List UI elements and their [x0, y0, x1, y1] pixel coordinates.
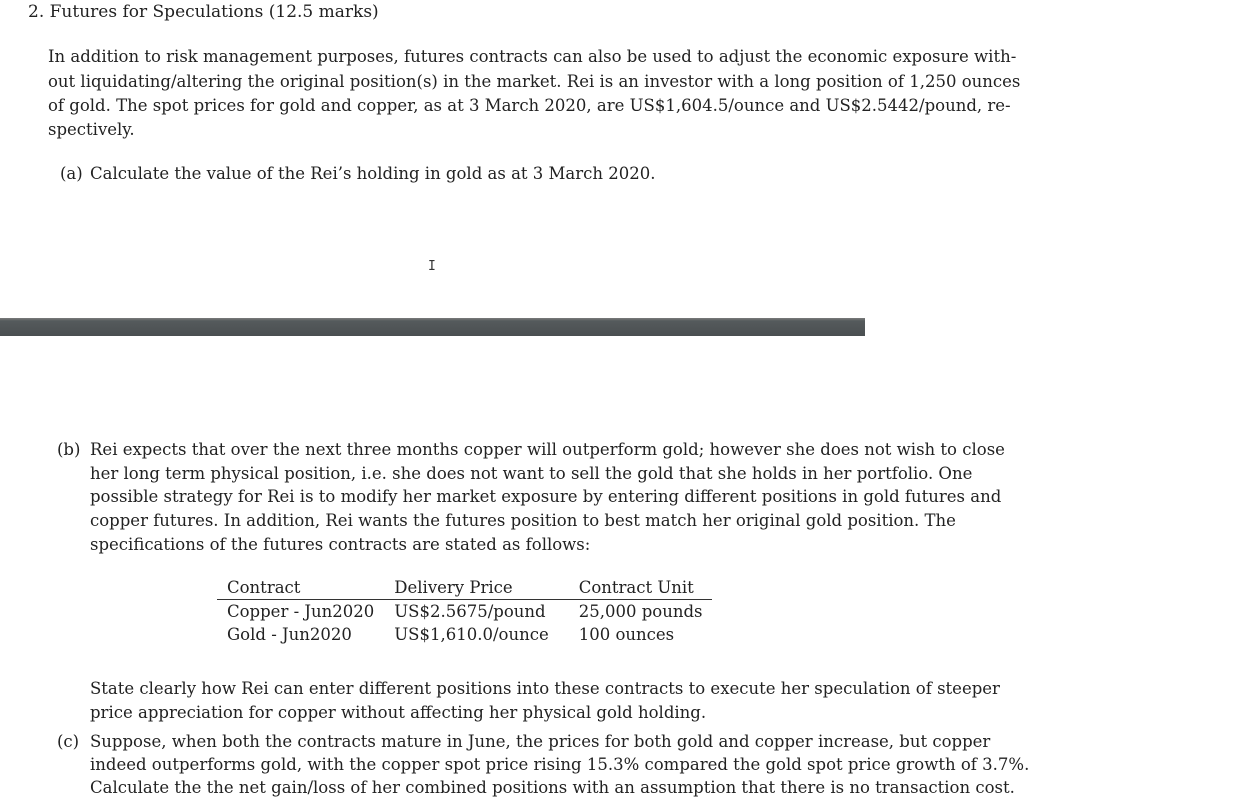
intro-line-1: In addition to risk management purposes, futures contracts can also be used to adjust the economic exposure with- — [48, 47, 1017, 66]
part-c-label: (c) — [57, 732, 80, 751]
header-contract-unit: Contract Unit — [559, 576, 713, 600]
cell-delivery-price: US$2.5675/pound — [394, 602, 546, 621]
part-b-line-3: possible strategy for Rei is to modify her market exposure by entering different positions in gold futures and — [90, 487, 1002, 506]
header-delivery-price: Delivery Price — [384, 576, 558, 600]
cell-contract: Gold - Jun2020 — [227, 625, 352, 644]
table-row — [217, 623, 712, 646]
part-c-line-2: indeed outperforms gold, with the copper spot price rising 15.3% compared the gold spot price growth of 3.7%. — [90, 755, 1030, 774]
part-c-line-1: Suppose, when both the contracts mature in June, the prices for both gold and copper increase, but copper — [90, 732, 991, 751]
part-c-line-3: Calculate the the net gain/loss of her combined positions with an assumption that there is no transaction cost. — [90, 778, 1015, 797]
table-row — [217, 600, 712, 624]
cell-contract-unit: 25,000 pounds — [578, 602, 703, 621]
part-b-followup-line-2: price appreciation for copper without affecting her physical gold holding. — [90, 703, 707, 722]
intro-line-2: out liquidating/altering the original position(s) in the market. Rei is an investor with a long position of 1,250 ounces — [48, 72, 1021, 91]
question-number: 2. — [28, 2, 45, 22]
question-heading — [28, 1, 379, 23]
futures-spec-table — [217, 576, 712, 646]
part-b-followup-line-1: State clearly how Rei can enter different positions into these contracts to execute her speculation of steeper — [90, 679, 1000, 698]
part-b-line-4: copper futures. In addition, Rei wants the futures position to best match her original gold position. The — [90, 511, 956, 530]
table-header-row — [217, 576, 712, 600]
cell-delivery-price: US$1,610.0/ounce — [394, 625, 549, 644]
header-contract: Contract — [217, 576, 384, 600]
intro-line-4: spectively. — [48, 120, 135, 139]
cell-contract: Copper - Jun2020 — [227, 602, 375, 621]
text-cursor-icon: I — [428, 259, 436, 274]
part-b-label: (b) — [57, 440, 81, 459]
part-b-line-2: her long term physical position, i.e. she does not want to sell the gold that she holds in her portfolio. One — [90, 464, 973, 483]
page-divider — [0, 318, 865, 336]
part-a-label: (a) — [60, 164, 83, 183]
cell-contract-unit: 100 ounces — [578, 625, 675, 644]
part-a-text: Calculate the value of the Rei’s holding in gold as at 3 March 2020. — [90, 164, 656, 183]
part-b-line-1: Rei expects that over the next three months copper will outperform gold; however she does not wish to close — [90, 440, 1005, 459]
part-b-line-5: specifications of the futures contracts are stated as follows: — [90, 535, 591, 554]
intro-line-3: of gold. The spot prices for gold and copper, as at 3 March 2020, are US$1,604.5/ounce and US$2.5442/pound, re- — [48, 96, 1011, 115]
question-title: Futures for Speculations (12.5 marks) — [49, 2, 379, 22]
